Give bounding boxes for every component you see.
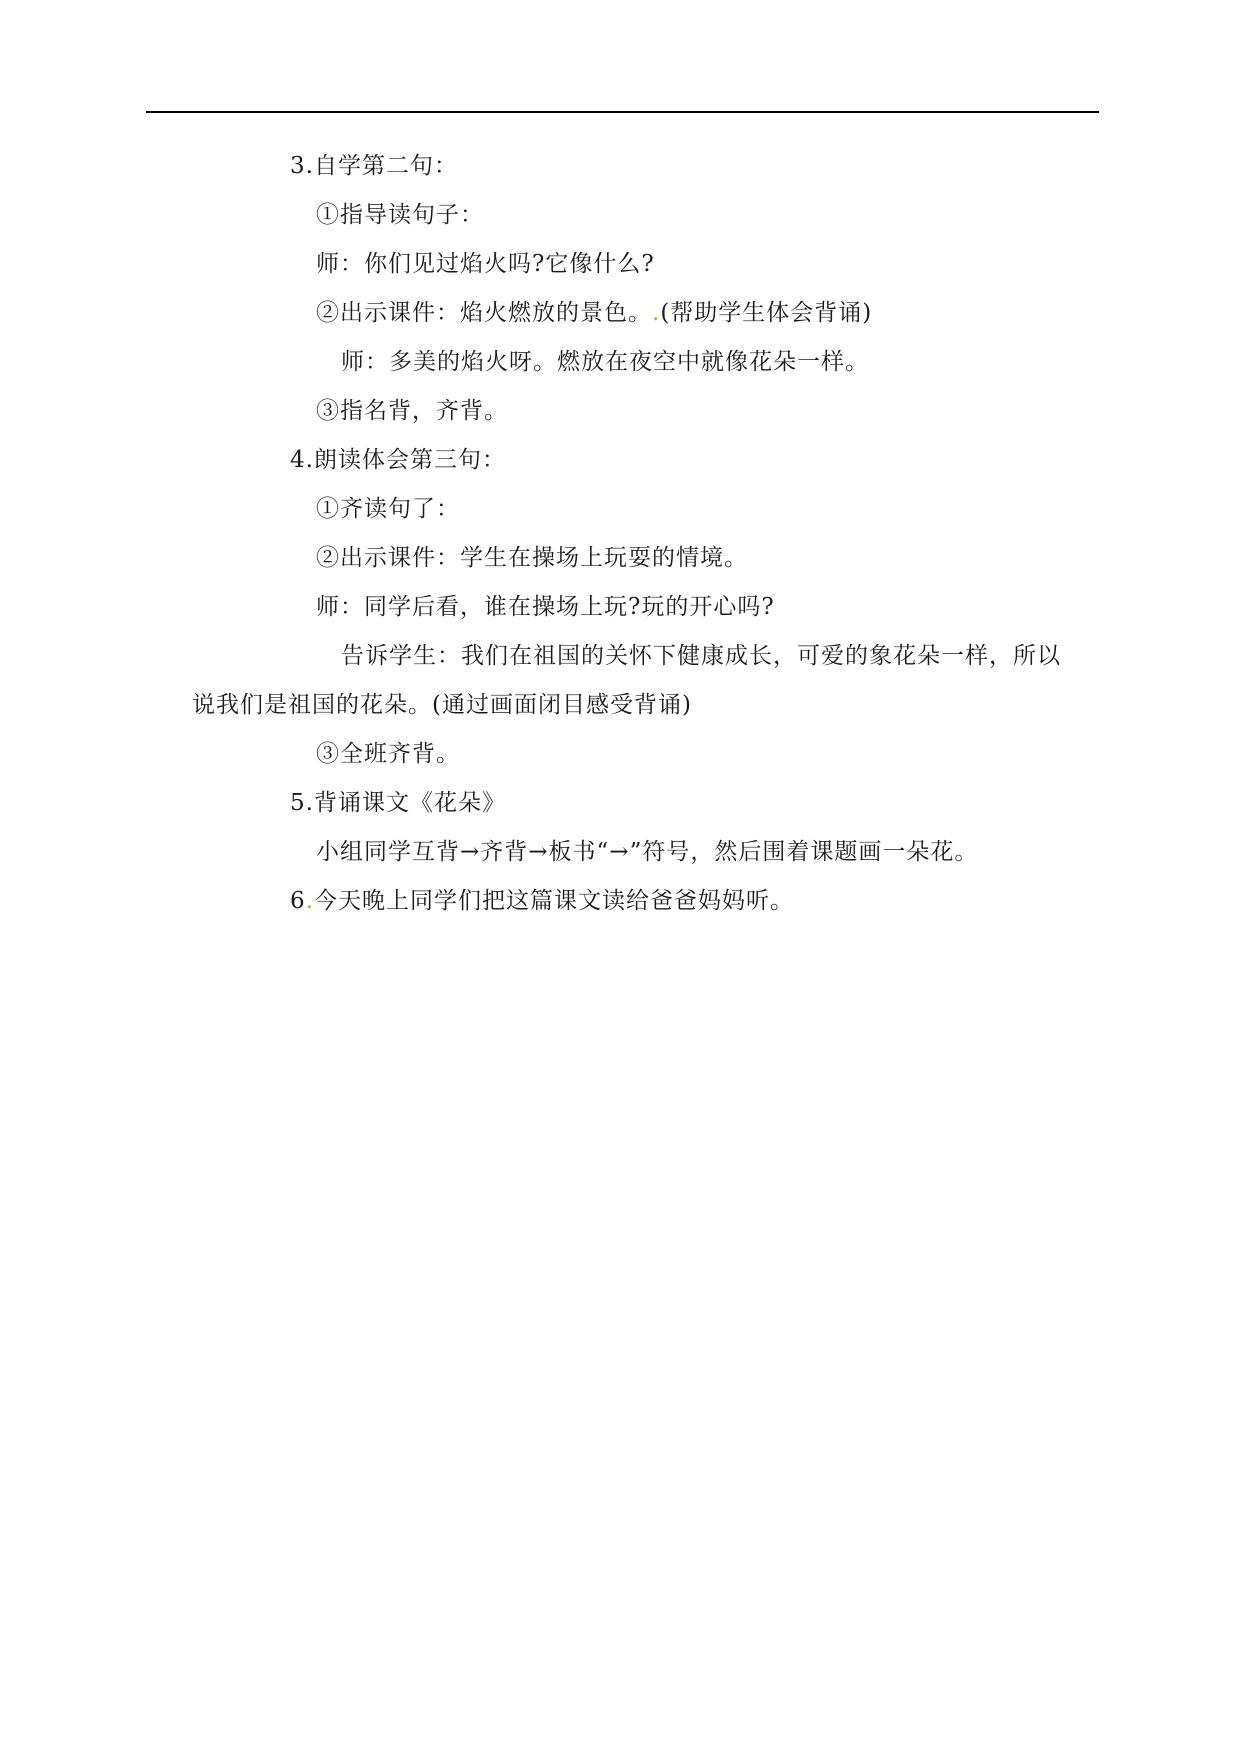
step-6-text: 今天晚上同学们把这篇课文读给爸爸妈妈听。 — [313, 888, 794, 914]
step-3-item-2 — [316, 298, 872, 328]
teacher-explanation-line-1: 告诉学生：我们在祖国的关怀下健康成长，可爱的象花朵一样，所以 — [341, 643, 1061, 669]
step-6-homework — [290, 886, 794, 916]
step-5-heading: 5.背诵课文《花朵》 — [290, 790, 506, 816]
header-rule — [146, 111, 1099, 113]
step-3-item-3: ③指名背，齐背。 — [316, 398, 508, 424]
step-4-item-3: ③全班齐背。 — [316, 741, 460, 767]
teacher-remark-1: 师：多美的焰火呀。燃放在夜空中就像花朵一样。 — [341, 349, 869, 375]
step-6-number: 6 — [290, 888, 306, 914]
step-3-item-2-text: ②出示课件：焰火燃放的景色。 — [316, 300, 652, 326]
step-5-activity: 小组同学互背→齐背→板书“→”符号，然后围着课题画一朵花。 — [316, 839, 979, 865]
teacher-explanation-line-2: 说我们是祖国的花朵。(通过画面闭目感受背诵) — [192, 692, 692, 718]
accent-dot: . — [305, 888, 314, 914]
step-4-item-1: ①齐读句了： — [316, 496, 460, 522]
teacher-question-1: 师：你们见过焰火吗?它像什么? — [316, 251, 655, 277]
teacher-question-2: 师：同学后看，谁在操场上玩?玩的开心吗? — [316, 594, 775, 620]
step-3-item-2-note: (帮助学生体会背诵) — [660, 300, 873, 326]
step-4-item-2: ②出示课件：学生在操场上玩耍的情境。 — [316, 545, 748, 571]
step-4-heading: 4.朗读体会第三句： — [290, 447, 506, 473]
step-3-item-1: ①指导读句子： — [316, 202, 484, 228]
accent-dot: . — [652, 300, 661, 326]
step-3-heading: 3.自学第二句： — [290, 153, 458, 179]
